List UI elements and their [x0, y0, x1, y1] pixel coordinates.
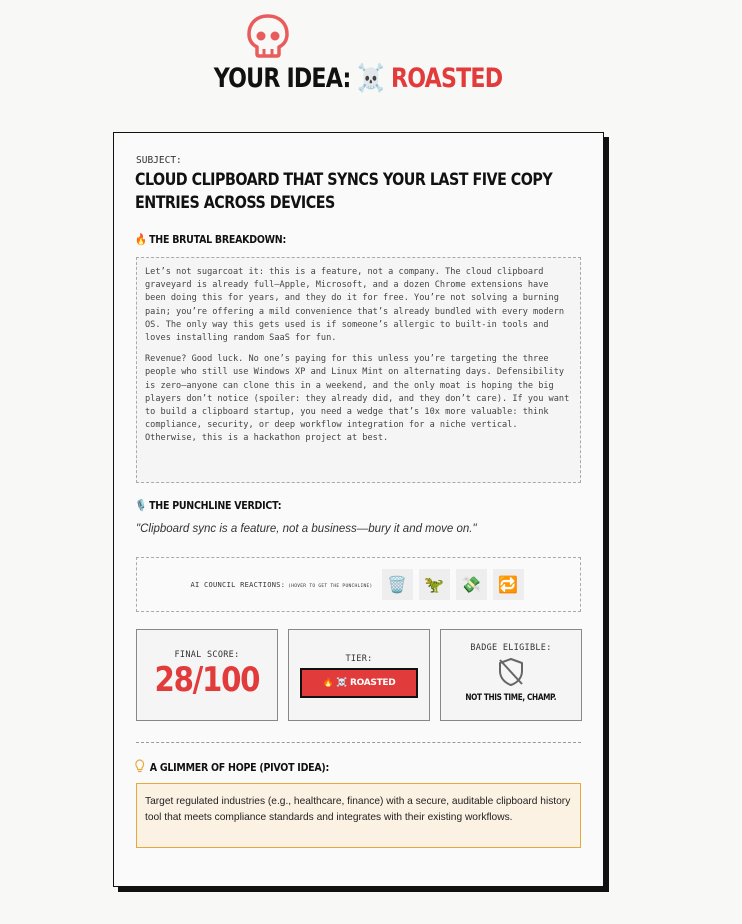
roast-card: [113, 132, 604, 887]
pivot-idea: Target regulated industries (e.g., healthcare, finance) with a secure, auditable clipboard history tool that meets compliance standards and integrates with their existing workflows.: [136, 783, 581, 848]
shield-off-icon: [441, 657, 581, 687]
fire-icon: 🔥: [135, 233, 147, 246]
badge-eligible-box: [440, 629, 582, 721]
reaction-trash-icon[interactable]: 🗑️: [382, 569, 413, 600]
final-score-label: FINAL SCORE:: [174, 650, 240, 660]
subject-label: SUBJECT:: [136, 155, 182, 166]
page-title: [64, 62, 651, 94]
verdict-heading: 🎙️ THE PUNCHLINE VERDICT:: [135, 499, 282, 512]
microphone-icon: 🎙️: [135, 499, 147, 512]
breakdown-paragraph: Let’s not sugarcoat it: this is a feature, not a company. The cloud clipboard graveyard is already full—Apple, Microsoft, and a dozen Chrome extensions have been doing this for years, and they do it for free. You’re not solving a burning pain; you’re offering a mild convenience that’s already bundled with every modern OS. The only way this gets used is if someone’s allergic to built-in tools and loves installing random SaaS for fun.: [145, 267, 565, 344]
ai-council-reactions: [136, 557, 581, 612]
divider: [136, 742, 581, 743]
tier-label: TIER:: [345, 654, 373, 664]
skull-icon: [244, 12, 292, 60]
final-score-value: 28/100: [154, 660, 260, 700]
reaction-dinosaur-icon[interactable]: 🦖: [419, 569, 450, 600]
subject-title: CLOUD CLIPBOARD THAT SYNCS YOUR LAST FIVE COPY ENTRIES ACROSS DEVICES: [135, 170, 553, 213]
breakdown-heading: 🔥 THE BRUTAL BREAKDOWN:: [135, 233, 286, 246]
lightbulb-icon: [135, 761, 147, 774]
verdict-quote: "Clipboard sync is a feature, not a business—bury it and move on.": [136, 523, 477, 535]
title-prefix: YOUR IDEA:: [213, 63, 351, 94]
badge-eligible-note: NOT THIS TIME, CHAMP.: [465, 693, 557, 703]
reaction-money-icon[interactable]: 💸: [456, 569, 487, 600]
pivot-heading: A GLIMMER OF HOPE (PIVOT IDEA):: [135, 759, 329, 774]
tier-box: [288, 629, 430, 721]
badge-eligible-label: BADGE ELIGIBLE:: [470, 643, 552, 653]
breakdown-paragraph: Revenue? Good luck. No one’s paying for this unless you’re targeting the three people who still use Windows XP and Linux Mint on alternating days. Defensibility is zero—anyone can clone this in a weekend, and the only moat is hoping the big players don’t notice (spoiler: they already did, and they don’t care). If you want to build a clipboard startup, you need a wedge that’s 10x more valuable: think compliance, security, or deep workflow integration for a niche vertical. Otherwise, this is a hackathon project at best.: [145, 354, 570, 444]
reaction-repeat-icon[interactable]: 🔁: [493, 569, 524, 600]
tier-badge: 🔥 ☠️ ROASTED: [300, 668, 418, 698]
reactions-label: AI COUNCIL REACTIONS: (HOVER TO GET THE PUNCHLINE): [190, 580, 373, 589]
reactions-hint: (HOVER TO GET THE PUNCHLINE): [288, 583, 373, 589]
breakdown-text: [136, 257, 581, 483]
final-score-box: [136, 629, 278, 721]
title-suffix: ROASTED: [391, 63, 503, 94]
skull-crossbones-icon: ☠️: [357, 63, 385, 94]
